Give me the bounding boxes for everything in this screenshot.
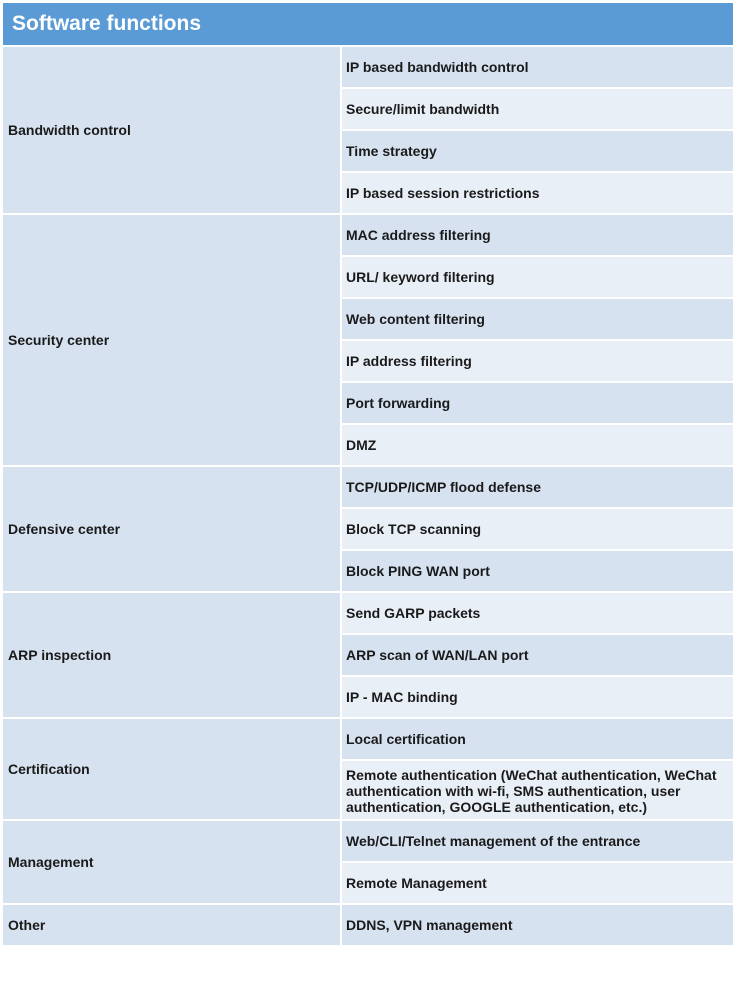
feature-cell: Secure/limit bandwidth — [342, 89, 733, 129]
category-cell: Management — [3, 821, 340, 903]
feature-cell: DMZ — [342, 425, 733, 465]
feature-cell: Web content filtering — [342, 299, 733, 339]
feature-cell: Block TCP scanning — [342, 509, 733, 549]
feature-cell: IP based session restrictions — [342, 173, 733, 213]
category-cell: Bandwidth control — [3, 47, 340, 213]
category-cell: Defensive center — [3, 467, 340, 591]
feature-cell: Block PING WAN port — [342, 551, 733, 591]
feature-cell: IP based bandwidth control — [342, 47, 733, 87]
category-cell: Other — [3, 905, 340, 945]
feature-cell: MAC address filtering — [342, 215, 733, 255]
feature-cell: URL/ keyword filtering — [342, 257, 733, 297]
category-cell: Certification — [3, 719, 340, 819]
feature-cell: Remote authentication (WeChat authentication, WeChat authentication with wi-fi, SMS authentication, user authentication, GOOGLE authentication, etc.) — [342, 761, 733, 819]
feature-cell: Remote Management — [342, 863, 733, 903]
software-functions-table — [3, 47, 733, 957]
feature-cell: Local certification — [342, 719, 733, 759]
feature-cell: Port forwarding — [342, 383, 733, 423]
feature-cell: IP address filtering — [342, 341, 733, 381]
feature-cell: Send GARP packets — [342, 593, 733, 633]
feature-cell: Web/CLI/Telnet management of the entrance — [342, 821, 733, 861]
feature-cell: IP - MAC binding — [342, 677, 733, 717]
feature-cell: TCP/UDP/ICMP flood defense — [342, 467, 733, 507]
category-cell: Security center — [3, 215, 340, 465]
feature-cell: Time strategy — [342, 131, 733, 171]
feature-cell: DDNS, VPN management — [342, 905, 733, 945]
category-cell: ARP inspection — [3, 593, 340, 717]
feature-cell: ARP scan of WAN/LAN port — [342, 635, 733, 675]
section-title: Software functions — [3, 3, 733, 45]
